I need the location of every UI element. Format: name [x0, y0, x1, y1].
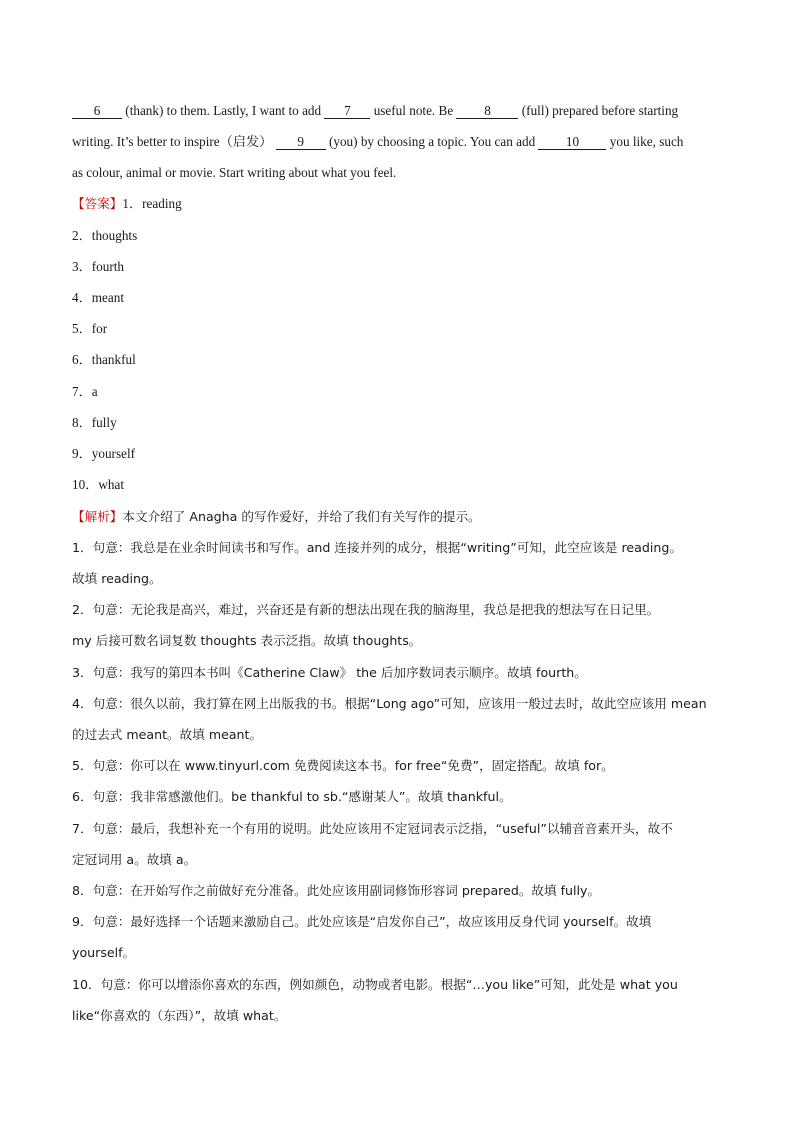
analysis-line: 4．句意：很久以前，我打算在网上出版我的书。根据“Long ago”可知，应该用一般过去时，故此空应该用 mean — [72, 696, 707, 711]
analysis-intro: 本文介绍了 Anagha 的写作爱好，并给了我们有关写作的提示。 — [122, 509, 481, 524]
answer-line-1 — [72, 196, 182, 212]
answer-item: 3．fourth — [72, 259, 125, 274]
passage-text: useful note. Be — [373, 103, 454, 118]
blank-10: 10 — [538, 135, 606, 150]
analysis-line: my 后接可数名词复数 thoughts 表示泛指。故填 thoughts。 — [72, 633, 422, 648]
passage-text: (full) prepared before starting — [521, 103, 679, 118]
blank-8: 8 — [456, 104, 518, 119]
analysis-line: 8．句意：在开始写作之前做好充分准备。此处应该用副词修饰形容词 prepared。故填 fully。 — [72, 883, 601, 898]
analysis-line: 的过去式 meant。故填 meant。 — [72, 727, 263, 742]
analysis-line: 9．句意：最好选择一个话题来激励自己。此处应该是“启发你自己”，故应该用反身代词 yourself。故填 — [72, 914, 652, 929]
analysis-line: 6．句意：我非常感激他们。be thankful to sb.“感谢某人”。故填 thankful。 — [72, 789, 512, 804]
blank-7: 7 — [324, 104, 370, 119]
analysis-line: 2．句意：无论我是高兴，难过，兴奋还是有新的想法出现在我的脑海里，我总是把我的想法写在日记里。 — [72, 602, 660, 617]
passage-text: you like, such — [609, 134, 684, 149]
analysis-line: yourself。 — [72, 945, 136, 960]
analysis-label: 【解析】 — [72, 509, 123, 524]
analysis-line: like“你喜欢的（东西）”，故填 what。 — [72, 1008, 287, 1023]
passage-line-1 — [72, 103, 678, 119]
analysis-line: 定冠词用 a。故填 a。 — [72, 852, 197, 867]
answer-item: 4．meant — [72, 290, 125, 305]
answer-item: 1．reading — [122, 196, 182, 211]
analysis-line: 5．句意：你可以在 www.tinyurl.com 免费阅读这本书。for free“免费”，固定搭配。故填 for。 — [72, 758, 614, 773]
blank-9: 9 — [276, 135, 326, 150]
passage-line-2 — [72, 134, 683, 150]
passage-text: writing. It’s better to inspire（启发） — [72, 134, 273, 149]
answer-item: 5．for — [72, 321, 108, 336]
analysis-line: 1．句意：我总是在业余时间读书和写作。and 连接并列的成分，根据“writing”可知，此空应该是 reading。 — [72, 540, 682, 555]
passage-text: (thank) to them. Lastly, I want to add — [125, 103, 322, 118]
analysis-intro-line — [72, 509, 481, 525]
analysis-line: 故填 reading。 — [72, 571, 162, 586]
answer-item: 9．yourself — [72, 446, 135, 461]
answer-item: 8．fully — [72, 415, 117, 430]
answer-item: 6．thankful — [72, 352, 136, 367]
answer-item: 10．what — [72, 477, 125, 492]
answer-label: 【答案】 — [72, 196, 123, 211]
blank-6: 6 — [72, 104, 122, 119]
analysis-line: 7．句意：最后，我想补充一个有用的说明。此处应该用不定冠词表示泛指，“useful”以辅音音素开头，故不 — [72, 821, 673, 836]
passage-line-3: as colour, animal or movie. Start writing about what you feel. — [72, 165, 397, 180]
analysis-line: 3．句意：我写的第四本书叫《Catherine Claw》 the 后加序数词表示顺序。故填 fourth。 — [72, 665, 587, 680]
answer-item: 2．thoughts — [72, 228, 138, 243]
answer-item: 7．a — [72, 384, 98, 399]
passage-text: (you) by choosing a topic. You can add — [328, 134, 536, 149]
analysis-line: 10．句意：你可以增添你喜欢的东西，例如颜色，动物或者电影。根据“…you like”可知，此处是 what you — [72, 977, 678, 992]
